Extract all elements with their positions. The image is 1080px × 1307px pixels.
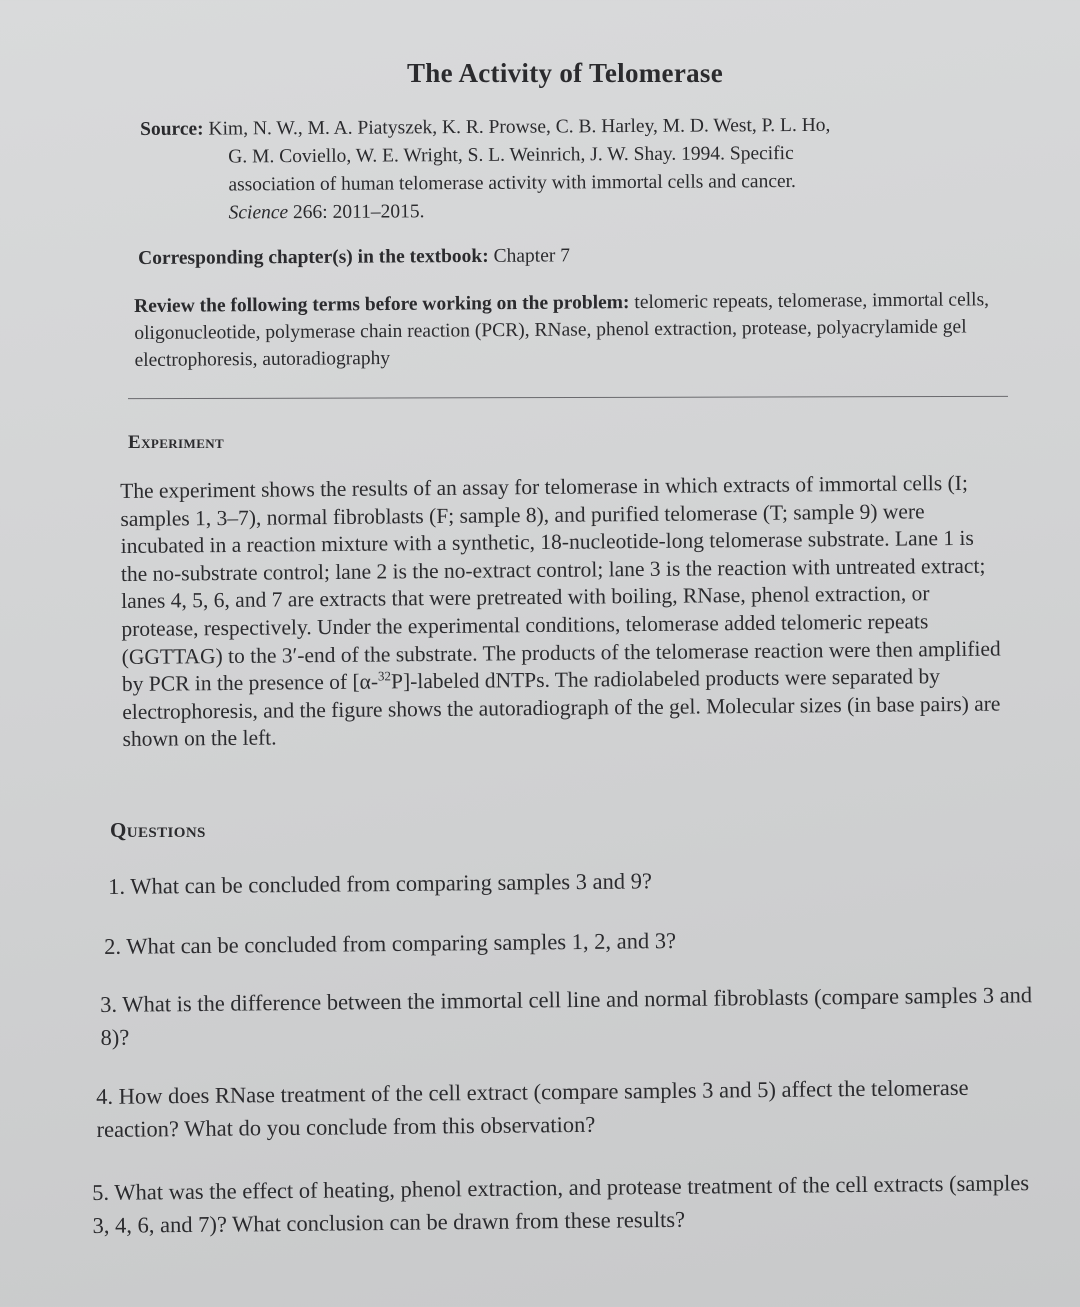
review-terms-list: telomeric repeats, telomerase, immortal cells, oligonucleotide, polymerase chain reaction (PCR), RNase, phenol extraction, protease, polyacrylamide gel electrophoresis, autoradiography <box>134 289 990 371</box>
isotope-superscript: 32 <box>377 668 392 684</box>
question-5: 5. What was the effect of heating, phenol extraction, and protease treatment of the cell extracts (samples 3, 4, 6, and 7)? What conclusion can be drawn from these results? <box>92 1170 1030 1238</box>
chapter-label: Corresponding chapter(s) in the textbook: <box>138 245 489 269</box>
question-2: 2. What can be concluded from comparing samples 1, 2, and 3? <box>104 928 677 959</box>
corresponding-chapter <box>138 240 1018 273</box>
questions-heading: Questions <box>110 818 206 842</box>
document-title: The Activity of Telomerase <box>406 58 723 88</box>
experiment-paragraph: The experiment shows the results of an assay for telomerase in which extracts of immortal cells (I; samples 1, 3–7), normal fibroblasts (F; sample 8), and purified telomerase (T; sample 9) were incubated in a reaction mixture with a synthetic, 18-nucleotide-long telomerase substrate. Lane 1 is the no-substrate control; lane 2 is the no-extract control; lane 3 is the reaction with untreated extract; lanes 4, 5, 6, and 7 are extracts that were pretreated with boiling, RNase, phenol extraction, or protease, respectively. Under the experimental conditions, telomerase added telomeric repeats (GGTTAG) to the 3′-end of the substrate. The products of the telomerase reaction were then amplified by PCR in the presence of [α-$^{32}$P]-labeled dNTPs. The radiolabeled products were separated by electrophoresis, and the figure shows the autoradiograph of the gel. Molecular sizes (in base pairs) are shown on the left. <box>120 470 1001 752</box>
question-1: 1. What can be concluded from comparing samples 3 and 9? <box>108 868 653 899</box>
experiment-heading: Experiment <box>128 432 225 453</box>
source-title-line: association of human telomerase activity with immortal cells and cancer. <box>228 170 796 196</box>
review-label: Review the following terms before working on the problem: <box>134 292 630 317</box>
section-divider <box>128 396 1008 399</box>
source-authors-line2: G. M. Coviello, W. E. Wright, S. L. Weinrich, J. W. Shay. 1994. Specific <box>228 143 794 168</box>
source-authors-line1: Kim, N. W., M. A. Piatyszek, K. R. Prowse, C. B. Harley, M. D. West, P. L. Ho, <box>208 114 831 140</box>
review-terms <box>134 286 1015 374</box>
source-journal: Science <box>228 202 289 224</box>
chapter-value: Chapter 7 <box>493 245 571 267</box>
source-volume-pages: 266: 2011–2015. <box>292 201 425 224</box>
question-4: 4. How does RNase treatment of the cell extract (compare samples 3 and 5) affect the telomerase reaction? What do you conclude from this observation? <box>96 1074 969 1142</box>
question-3: 3. What is the difference between the immortal cell line and normal fibroblasts (compare samples 3 and 8)? <box>100 982 1033 1050</box>
source-citation <box>140 111 1021 228</box>
source-label: Source: <box>140 118 204 140</box>
